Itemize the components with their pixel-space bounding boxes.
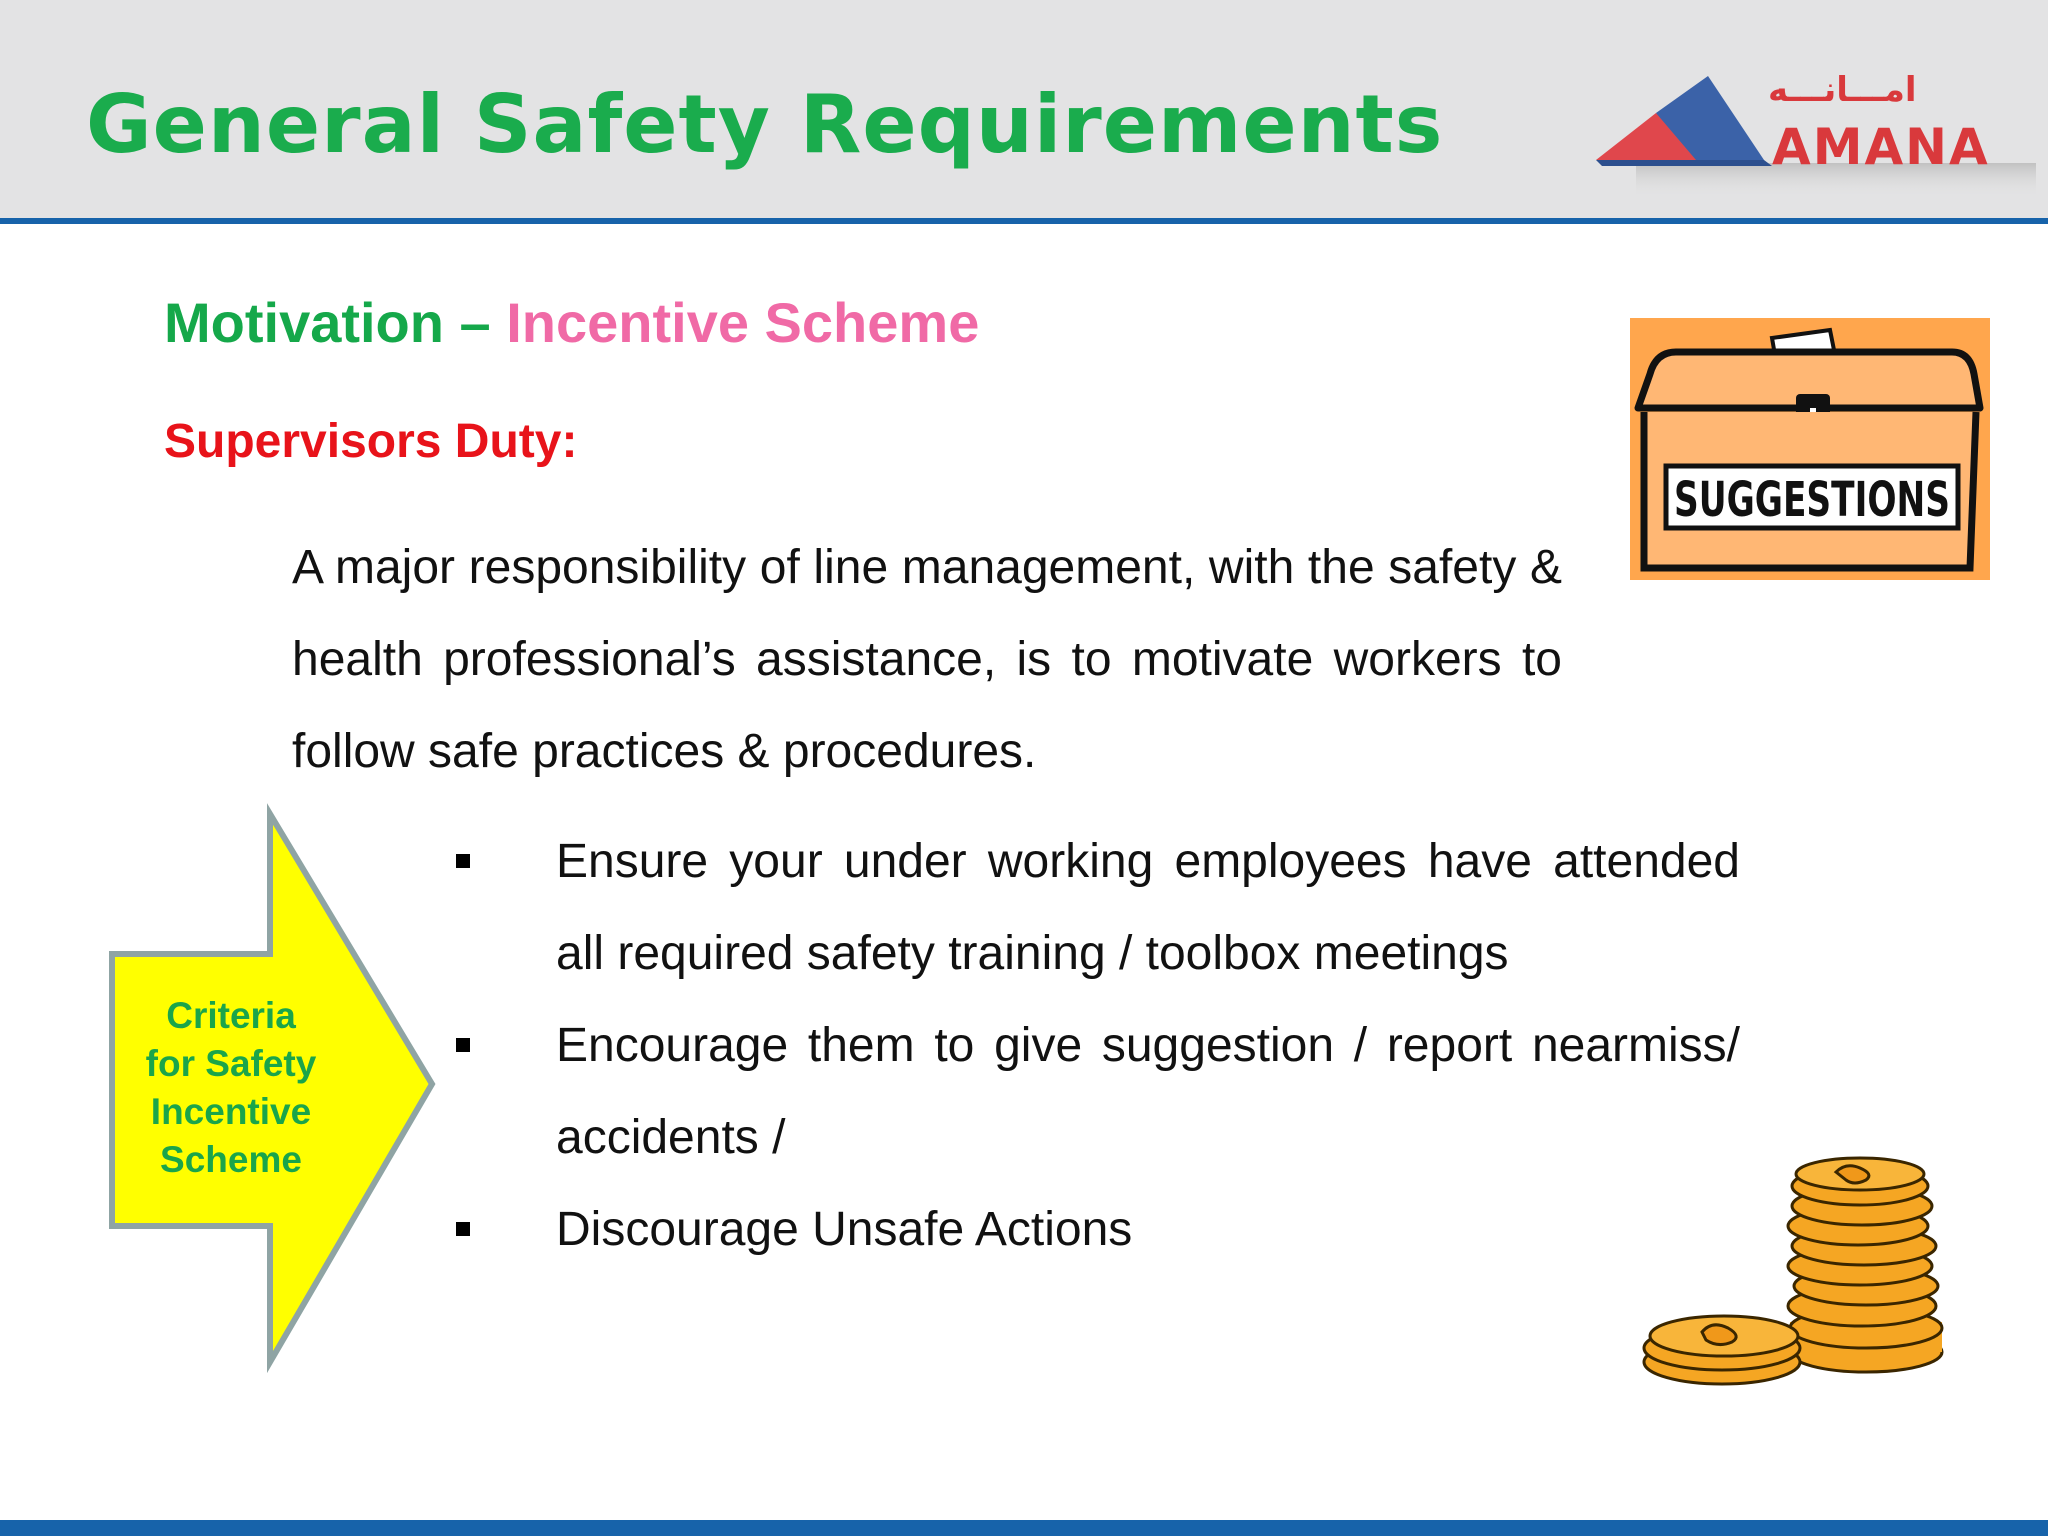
list-item [452,1184,1740,1276]
footer-divider [0,1520,2048,1536]
slide-title: General Safety Requirements [86,78,1444,171]
suggestion-box-icon [1630,318,1990,580]
bullet-square-icon [456,1038,470,1052]
gold-coins-icon [1640,1150,1960,1390]
logo-latin-text: AMANA [1772,118,1990,176]
suggestion-box-label: SUGGESTIONS [1674,472,1950,528]
arrow-label-line: Criteria [166,995,296,1036]
duty-heading: Supervisors Duty: [164,415,578,468]
list-item [452,1000,1740,1184]
bullet-text: Ensure your under working employees have attended all required safety training / toolbox meetings [556,835,1740,980]
arrow-label-line: Incentive [150,1091,312,1132]
logo-arabic-text: امـــانـــه [1768,70,1917,110]
arrow-label-line: Scheme [160,1139,302,1180]
header-divider [0,218,2048,224]
bullet-list [452,816,1740,1276]
subtitle-motivation: Motivation – [164,291,507,354]
bullet-square-icon [456,1222,470,1236]
subtitle-incentive-scheme: Incentive Scheme [506,291,980,354]
arrow-label-line: for Safety [145,1043,317,1084]
bullet-text: Discourage Unsafe Actions [556,1203,1133,1256]
duty-paragraph: A major responsibility of line management, with the safety & health professional’s assistance, is to motivate workers to follow safe practices & procedures. [292,541,1562,778]
arrow-label [120,992,342,1184]
list-item [452,816,1740,1000]
bullet-square-icon [456,854,470,868]
section-subtitle [164,290,979,355]
bullet-text: Encourage them to give suggestion / report nearmiss/ accidents / [556,1019,1740,1164]
